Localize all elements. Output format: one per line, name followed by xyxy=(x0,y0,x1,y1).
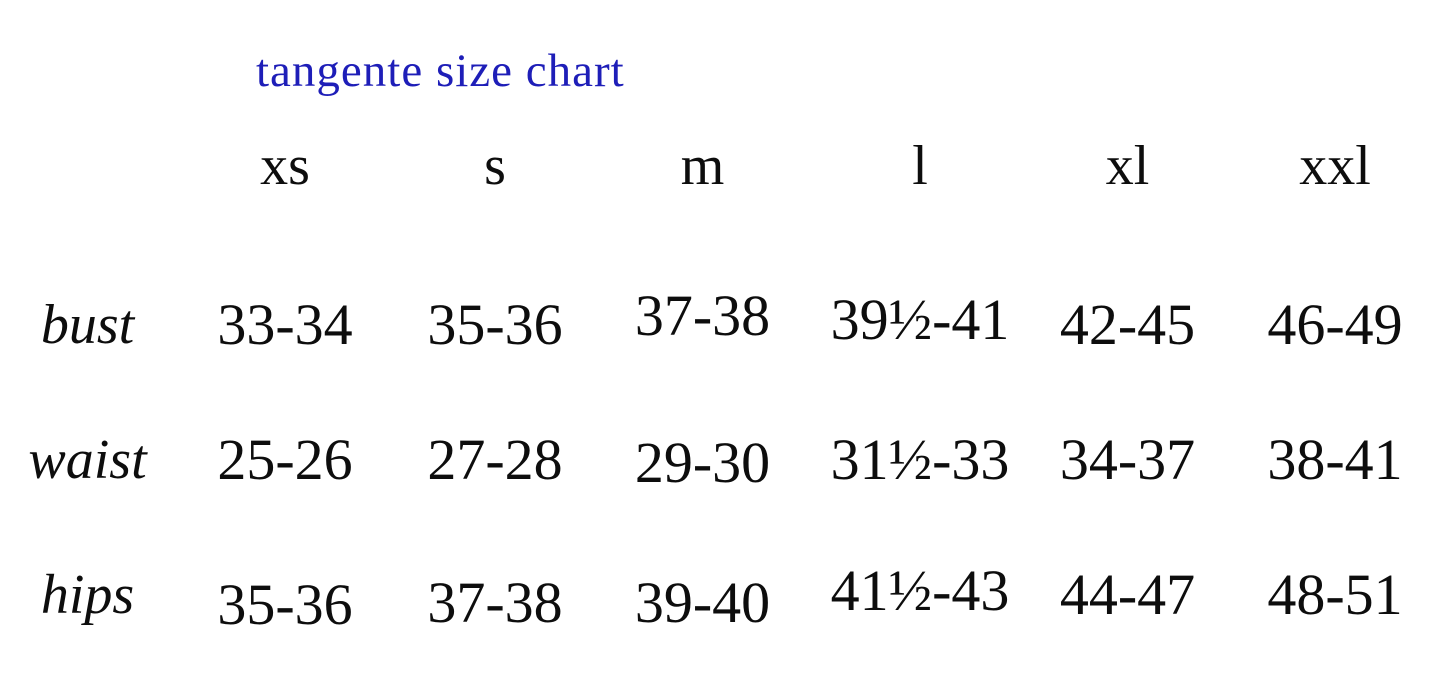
column-header-xs: xs xyxy=(260,135,310,197)
table-row-hips xyxy=(0,527,1445,662)
size-chart-table xyxy=(0,130,1445,662)
cell-hips-xs: 35-36 xyxy=(217,571,353,637)
cell-hips-xl: 44-47 xyxy=(1059,561,1196,627)
cell-hips-s: 37-38 xyxy=(427,569,563,635)
page-title: tangente size chart xyxy=(256,45,625,97)
cell-waist-s: 27-28 xyxy=(427,426,563,492)
column-header-s: s xyxy=(484,135,506,197)
column-header-xxl: xxl xyxy=(1299,135,1371,197)
cell-waist-xs: 25-26 xyxy=(217,426,353,492)
row-label-waist: waist xyxy=(28,428,147,491)
cell-bust-xxl: 46-49 xyxy=(1267,291,1403,357)
column-header-xl: xl xyxy=(1105,135,1150,197)
cell-hips-m: 39-40 xyxy=(634,569,771,635)
cell-waist-m: 29-30 xyxy=(634,429,771,495)
column-header-l: l xyxy=(912,135,928,197)
table-row-waist xyxy=(0,392,1445,527)
cell-waist-l: 31½-33 xyxy=(830,426,1010,492)
cell-hips-l: 41½-43 xyxy=(830,557,1010,623)
row-label-bust: bust xyxy=(40,293,135,356)
header-row xyxy=(0,130,1445,202)
cell-waist-xxl: 38-41 xyxy=(1267,426,1403,492)
cell-bust-l: 39½-41 xyxy=(830,286,1010,352)
column-header-m: m xyxy=(680,135,725,197)
cell-bust-xs: 33-34 xyxy=(217,291,353,357)
cell-bust-s: 35-36 xyxy=(427,291,563,357)
row-label-hips: hips xyxy=(40,563,135,626)
cell-hips-xxl: 48-51 xyxy=(1267,561,1403,627)
cell-waist-xl: 34-37 xyxy=(1059,426,1196,492)
cell-bust-m: 37-38 xyxy=(634,282,771,348)
cell-bust-xl: 42-45 xyxy=(1059,291,1196,357)
table-row-bust xyxy=(0,257,1445,392)
